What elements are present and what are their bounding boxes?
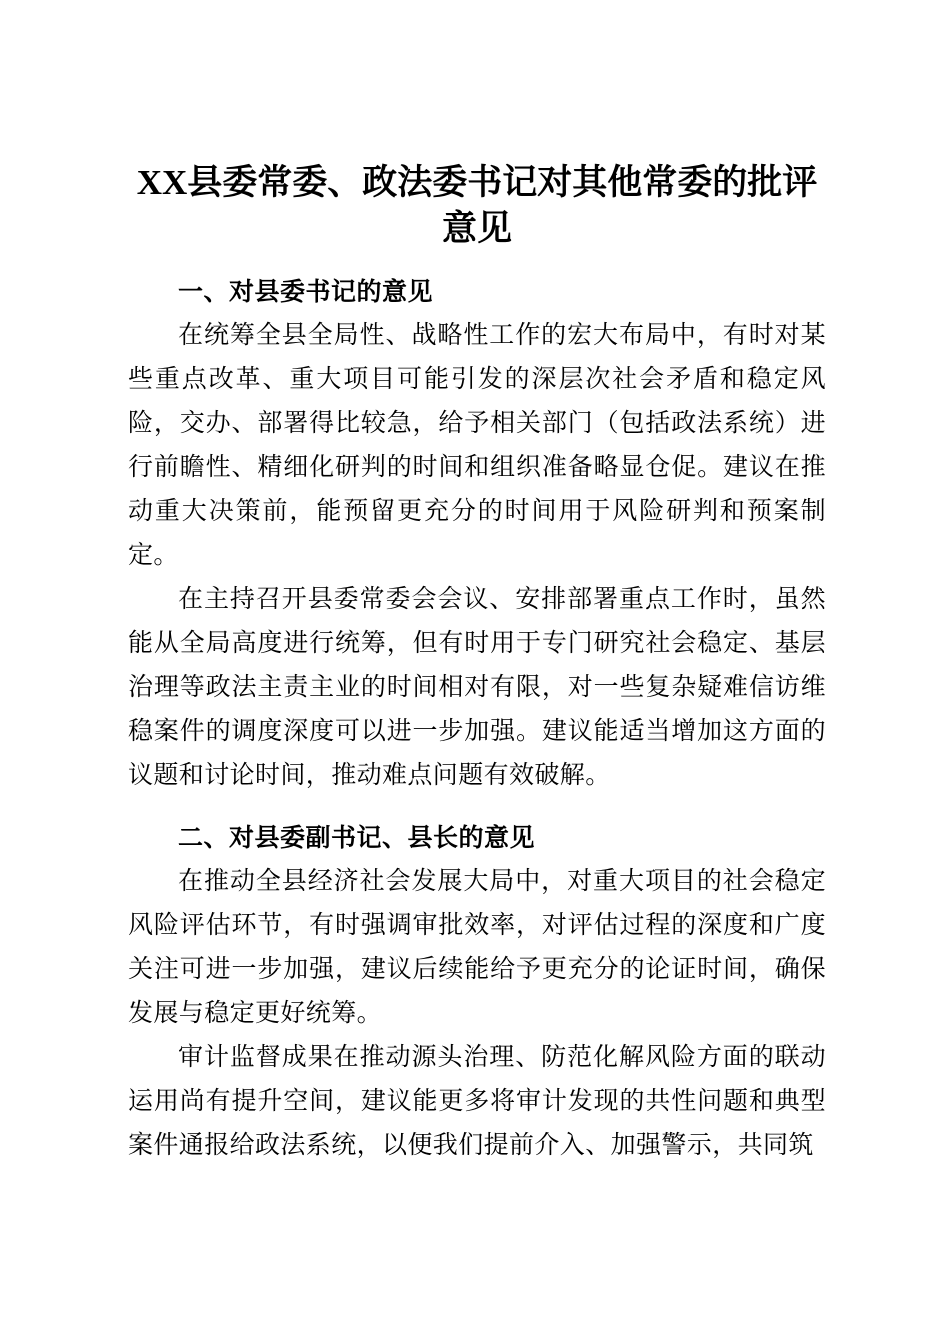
document-content: [128, 0, 826, 1168]
paragraph: 在主持召开县委常委会会议、安排部署重点工作时，虽然能从全局高度进行统筹，但有时用于专门研究社会稳定、基层治理等政法主责主业的时间相对有限，对一些复杂疑难信访维稳案件的调度深度可以进一步加强。建议能适当增加这方面的议题和讨论时间，推动难点问题有效破解。: [128, 586, 826, 789]
paragraph: 审计监督成果在推动源头治理、防范化解风险方面的联动运用尚有提升空间，建议能更多将审计发现的共性问题和典型案件通报给政法系统，以便我们提前介入、加强警示，共同筑: [128, 1044, 826, 1159]
section-one: [128, 252, 826, 314]
section-heading-one: 一、对县委书记的意见: [178, 278, 434, 306]
section-two: [128, 798, 826, 860]
section-heading-two: 二、对县委副书记、县长的意见: [178, 824, 536, 852]
page-title: XX县委常委、政法委书记对其他常委的批评意见: [136, 163, 818, 248]
paragraph: 在统筹全县全局性、战略性工作的宏大布局中，有时对某些重点改革、重大项目可能引发的深层次社会矛盾和稳定风险，交办、部署得比较急，给予相关部门（包括政法系统）进行前瞻性、精细化研判的时间和组织准备略显仓促。建议在推动重大决策前，能预留更充分的时间用于风险研判和预案制定。: [128, 322, 826, 569]
paragraph: 在推动全县经济社会发展大局中，对重大项目的社会稳定风险评估环节，有时强调审批效率，对评估过程的深度和广度关注可进一步加强，建议后续能给予更充分的论证时间，确保发展与稳定更好统筹。: [128, 868, 826, 1027]
